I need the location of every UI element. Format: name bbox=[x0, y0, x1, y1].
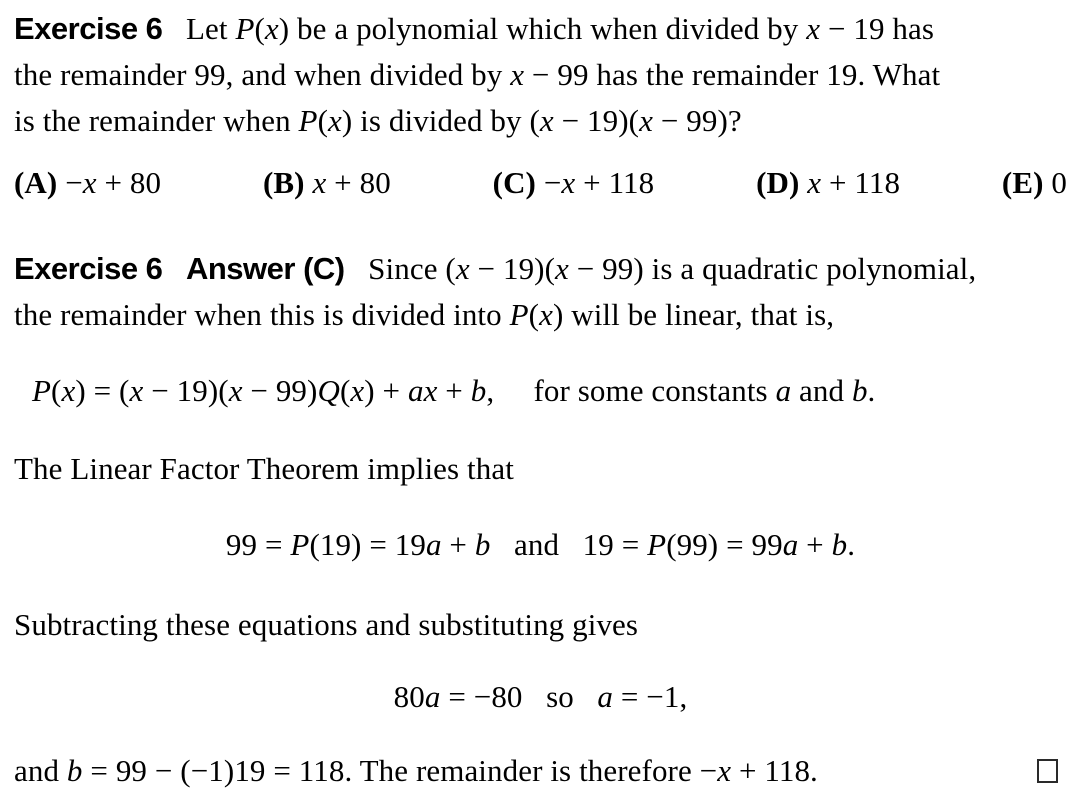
answer-choices bbox=[14, 160, 1067, 206]
choice-d: (D) x + 118 bbox=[756, 165, 901, 200]
choice-b: (B) x + 80 bbox=[262, 165, 391, 200]
solution-line-1: Exercise 6 Answer (C) Since (x − 19)(x − 99) is a quadratic polynomial, bbox=[14, 251, 977, 286]
choice-c: (C) −x + 118 bbox=[492, 165, 655, 200]
conclusion-line bbox=[14, 748, 1067, 794]
equation-system: 99 = P(19) = 19a + b and 19 = P(99) = 99a + b. bbox=[225, 527, 856, 562]
equation-remainder-form: P(x) = (x − 19)(x − 99)Q(x) + ax + b, for some constants a and b. bbox=[32, 373, 876, 408]
linear-factor-theorem-text: The Linear Factor Theorem implies that bbox=[14, 451, 514, 486]
choice-e: (E) 0 bbox=[1001, 165, 1067, 200]
problem-line-2: the remainder 99, and when divided by x − 99 has the remainder 19. What bbox=[14, 57, 941, 92]
problem-statement bbox=[14, 6, 1067, 144]
solution-intro bbox=[14, 246, 1067, 338]
conclusion-text: and b = 99 − (−1)19 = 118. The remainder is therefore −x + 118. bbox=[14, 753, 818, 788]
problem-line-1: Exercise 6 Let P(x) be a polynomial which when divided by x − 19 has bbox=[14, 11, 935, 46]
solution-line-2: the remainder when this is divided into P(x) will be linear, that is, bbox=[14, 297, 835, 332]
qed-square-icon bbox=[1037, 759, 1058, 783]
subtracting-text: Subtracting these equations and substituting gives bbox=[14, 607, 639, 642]
problem-line-3: is the remainder when P(x) is divided by (x − 19)(x − 99)? bbox=[14, 103, 742, 138]
choice-a: (A) −x + 80 bbox=[14, 165, 162, 200]
equation-solve-a: 80a = −80 so a = −1, bbox=[393, 679, 688, 714]
